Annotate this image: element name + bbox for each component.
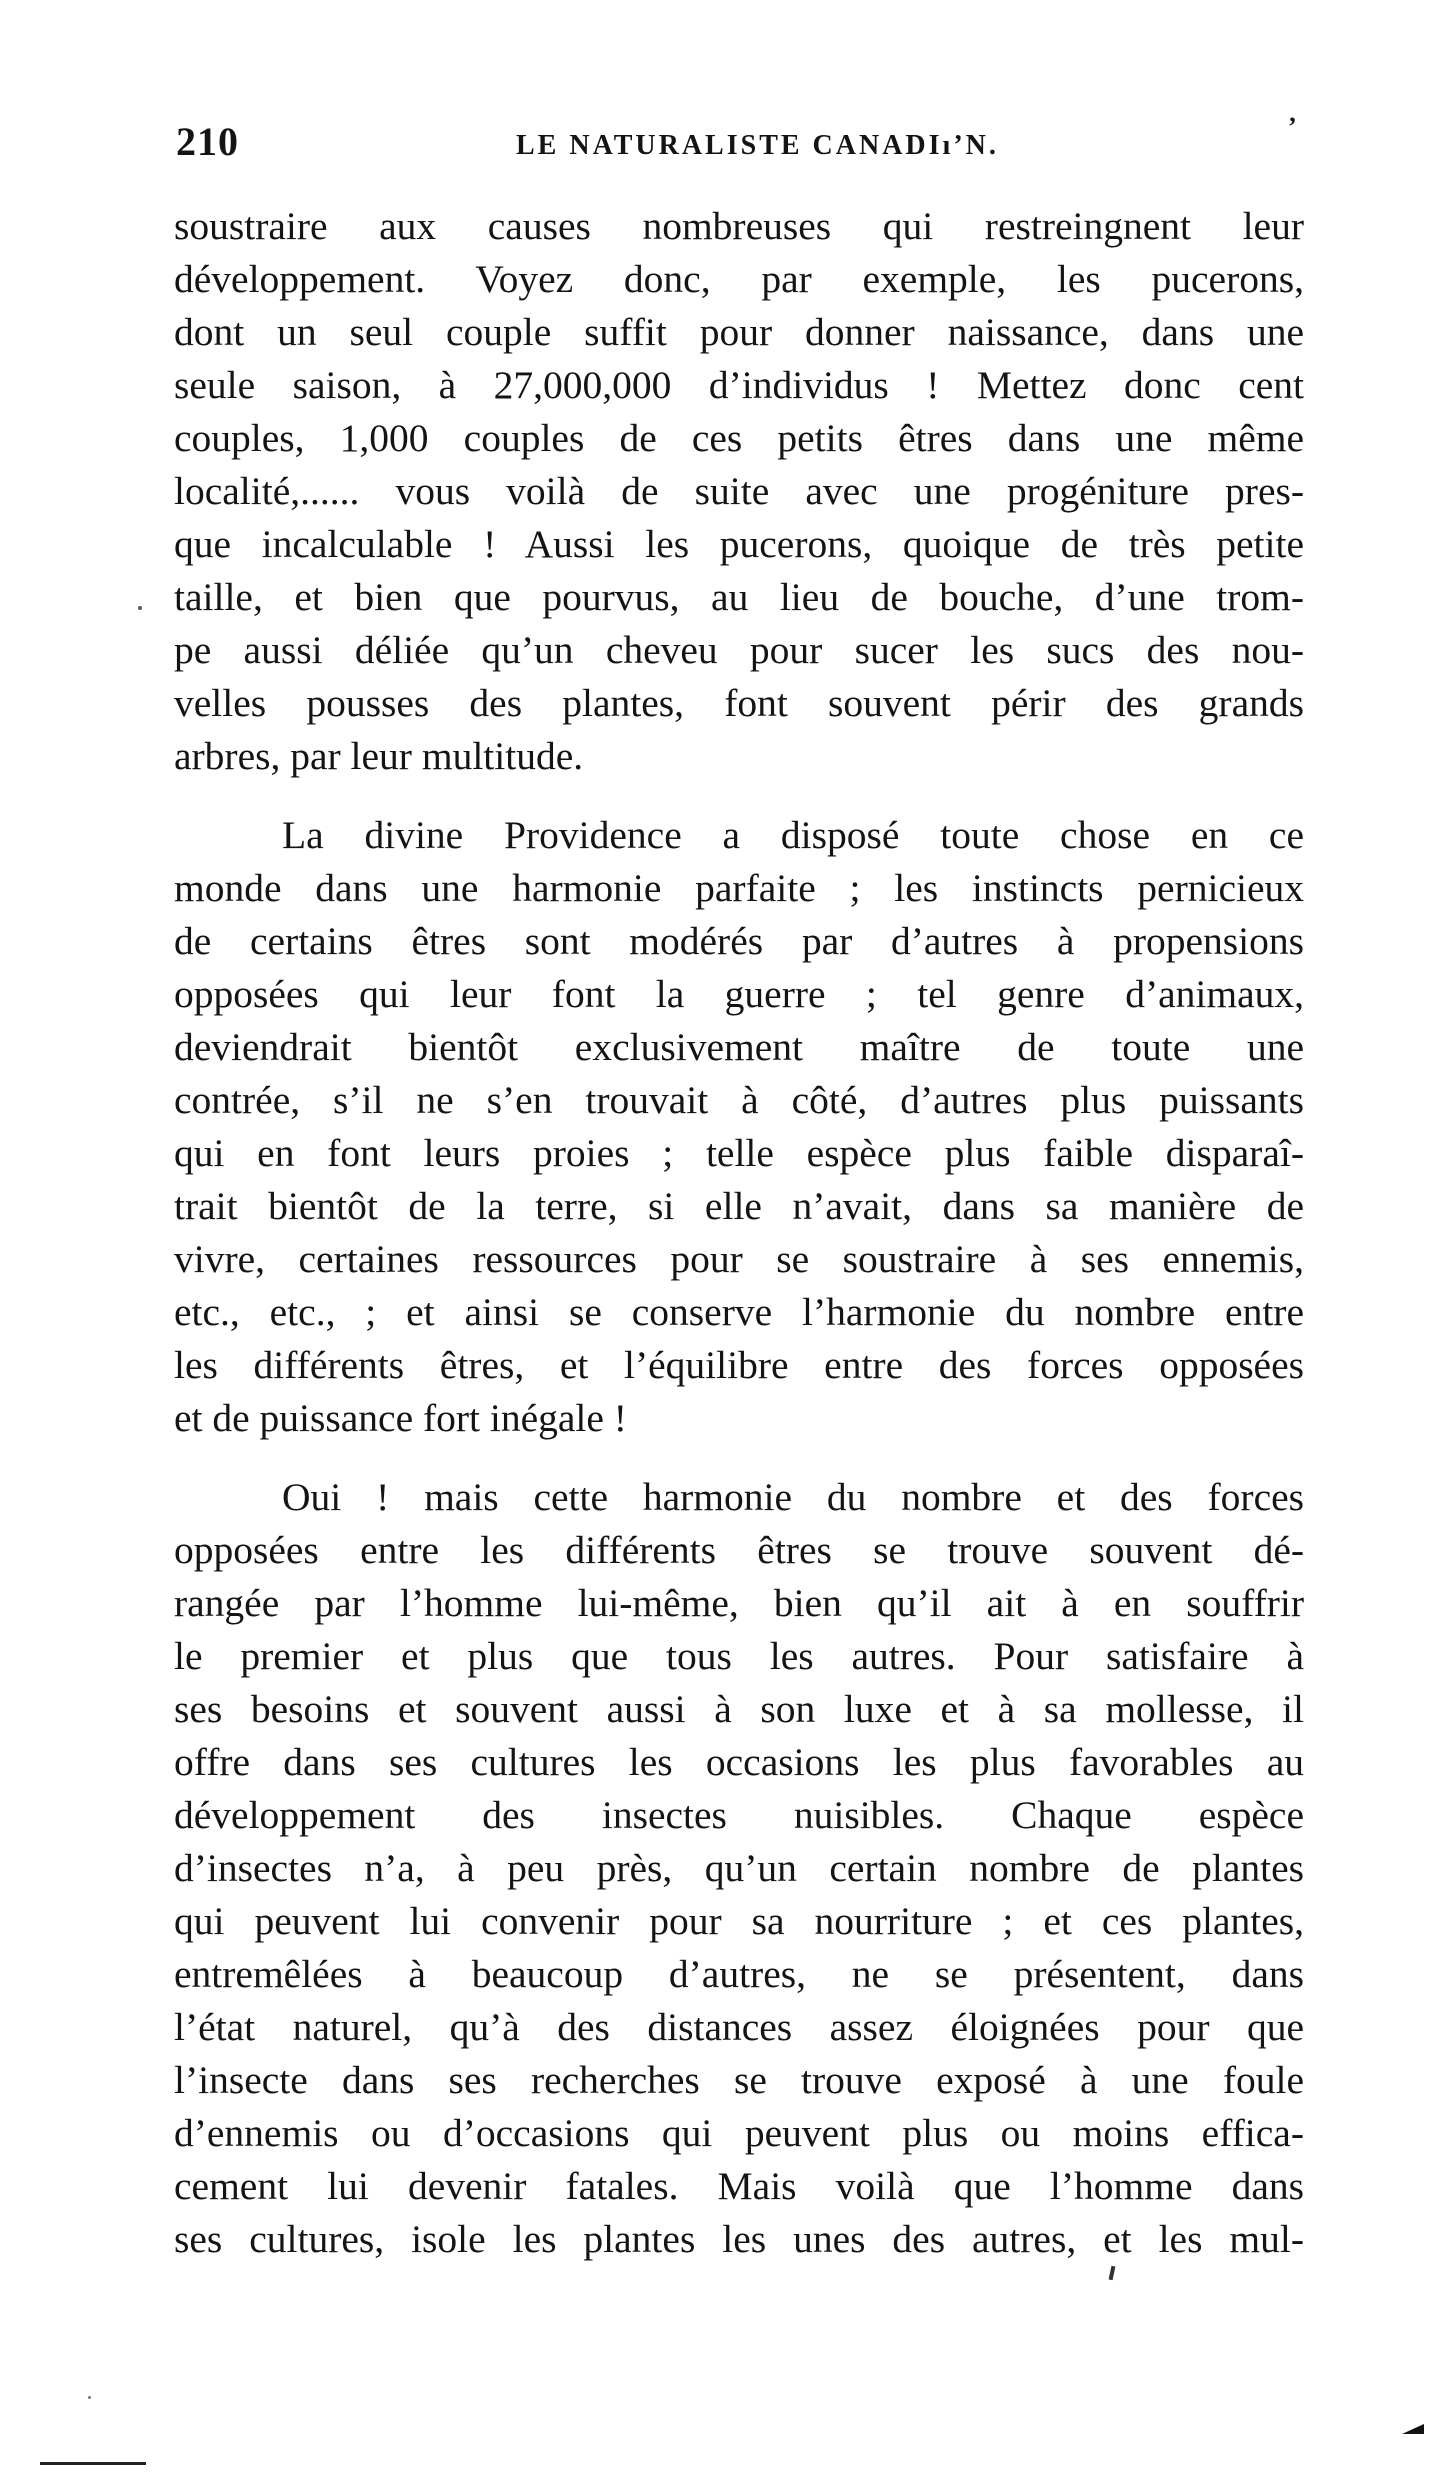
text-line: ses cultures, isole les plantes les unes des autres, et les mul- bbox=[174, 2217, 1304, 2261]
header-mark: ’ bbox=[1288, 112, 1297, 141]
page-header bbox=[176, 112, 1297, 178]
bottom-rule bbox=[40, 2462, 146, 2465]
paragraph-gap bbox=[174, 1445, 1304, 1471]
text-line: deviendrait bientôt exclusivement maître de toute une bbox=[174, 1025, 1304, 1069]
text-line: monde dans une harmonie parfaite ; les instincts pernicieux bbox=[174, 866, 1304, 910]
text-line: taille, et bien que pourvus, au lieu de bouche, d’une trom- bbox=[174, 575, 1304, 619]
text-line: seule saison, à 27,000,000 d’individus ! Mettez donc cent bbox=[174, 363, 1304, 407]
text-line: l’insecte dans ses recherches se trouve exposé à une foule bbox=[174, 2058, 1304, 2102]
text-line: le premier et plus que tous les autres. Pour satisfaire à bbox=[174, 1634, 1304, 1678]
text-line: qui peuvent lui convenir pour sa nourriture ; et ces plantes, bbox=[174, 1899, 1304, 1943]
text-line: rangée par l’homme lui-même, bien qu’il ait à en souffrir bbox=[174, 1581, 1304, 1625]
text-line: velles pousses des plantes, font souvent périr des grands bbox=[174, 681, 1304, 725]
text-line: opposées qui leur font la guerre ; tel genre d’animaux, bbox=[174, 972, 1304, 1016]
page-number: 210 bbox=[176, 119, 239, 164]
text-line: offre dans ses cultures les occasions les plus favorables au bbox=[174, 1740, 1304, 1784]
paragraph-2 bbox=[174, 809, 1304, 1445]
text-line: etc., etc., ; et ainsi se conserve l’harmonie du nombre entre bbox=[174, 1290, 1304, 1334]
text-line: soustraire aux causes nombreuses qui restreingnent leur bbox=[174, 204, 1304, 248]
text-line: les différents êtres, et l’équilibre entre des forces opposées bbox=[174, 1343, 1304, 1387]
text-line: localité,...... vous voilà de suite avec une progéniture pres- bbox=[174, 469, 1304, 513]
paragraph-gap bbox=[174, 783, 1304, 809]
text-line: et de puissance fort inégale ! bbox=[174, 1396, 627, 1440]
text-line: La divine Providence a disposé toute chose en ce bbox=[282, 813, 1304, 857]
body-text bbox=[174, 200, 1304, 2266]
text-line: développement des insectes nuisibles. Chaque espèce bbox=[174, 1793, 1304, 1837]
text-line: dont un seul couple suffit pour donner naissance, dans une bbox=[174, 310, 1304, 354]
text-line: qui en font leurs proies ; telle espèce plus faible disparaî- bbox=[174, 1131, 1304, 1175]
text-line: contrée, s’il ne s’en trouvait à côté, d’autres plus puissants bbox=[174, 1078, 1304, 1122]
paragraph-1 bbox=[174, 200, 1304, 783]
text-line: de certains êtres sont modérés par d’autres à propensions bbox=[174, 919, 1304, 963]
text-line: arbres, par leur multitude. bbox=[174, 734, 584, 778]
text-line: trait bientôt de la terre, si elle n’avait, dans sa manière de bbox=[174, 1184, 1304, 1228]
text-line: Oui ! mais cette harmonie du nombre et des forces bbox=[282, 1475, 1304, 1519]
text-line: d’insectes n’a, à peu près, qu’un certain nombre de plantes bbox=[174, 1846, 1304, 1890]
paragraph-3 bbox=[174, 1471, 1304, 2266]
text-line: ses besoins et souvent aussi à son luxe et à sa mollesse, il bbox=[174, 1687, 1304, 1731]
text-line: couples, 1,000 couples de ces petits êtres dans une même bbox=[174, 416, 1304, 460]
running-head: LE NATURALISTE CANADIı’N. bbox=[516, 130, 999, 161]
text-line: entremêlées à beaucoup d’autres, ne se présentent, dans bbox=[174, 1952, 1304, 1996]
corner-mark bbox=[1402, 2424, 1424, 2434]
text-line: pe aussi déliée qu’un cheveu pour sucer les sucs des nou- bbox=[174, 628, 1304, 672]
print-speck bbox=[88, 2396, 91, 2399]
print-speck bbox=[138, 606, 142, 610]
text-line: cement lui devenir fatales. Mais voilà que l’homme dans bbox=[174, 2164, 1304, 2208]
print-speck bbox=[1109, 2266, 1116, 2281]
text-line: opposées entre les différents êtres se trouve souvent dé- bbox=[174, 1528, 1304, 1572]
text-line: l’état naturel, qu’à des distances assez éloignées pour que bbox=[174, 2005, 1304, 2049]
text-line: développement. Voyez donc, par exemple, les pucerons, bbox=[174, 257, 1304, 301]
text-line: que incalculable ! Aussi les pucerons, quoique de très petite bbox=[174, 522, 1304, 566]
text-line: vivre, certaines ressources pour se soustraire à ses ennemis, bbox=[174, 1237, 1304, 1281]
text-line: d’ennemis ou d’occasions qui peuvent plus ou moins effica- bbox=[174, 2111, 1304, 2155]
